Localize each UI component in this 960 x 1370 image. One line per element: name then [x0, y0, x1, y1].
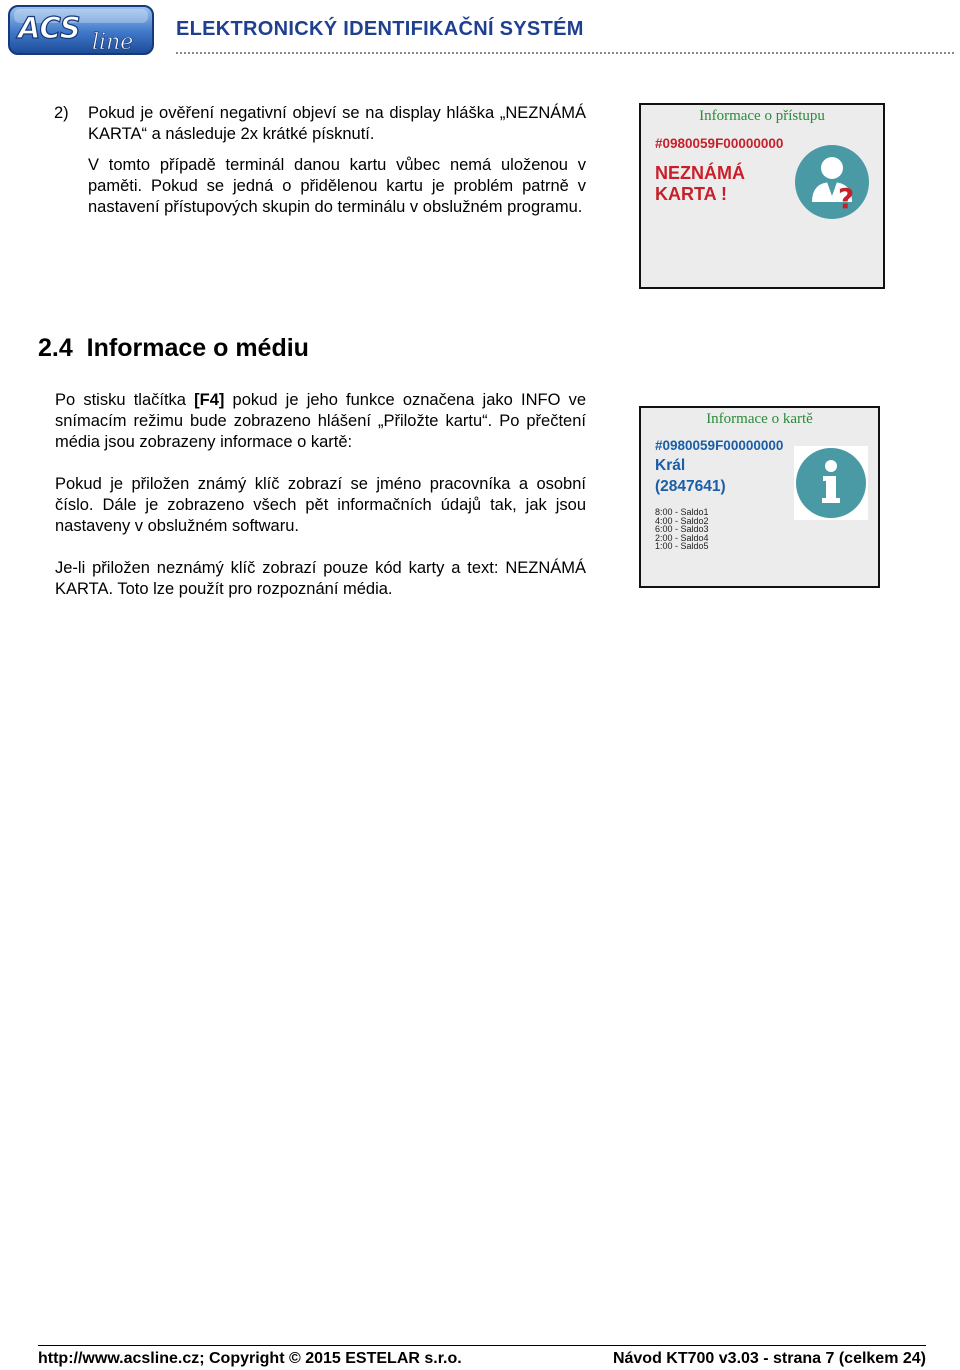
- svg-text:line: line: [92, 30, 134, 55]
- unknown-user-icon: [794, 144, 872, 227]
- footer-copyright: http://www.acsline.cz; Copyright © 2015 ESTELAR s.r.o.: [38, 1350, 462, 1367]
- screen-title: Informace o přístupu: [699, 108, 825, 124]
- document-header-title: ELEKTRONICKÝ IDENTIFIKAČNÍ SYSTÉM: [176, 18, 584, 40]
- paragraph: Pokud je přiložen známý klíč zobrazí se jméno pracovníka a osobní číslo. Dále je zobrazeno všech pět informačních údajů tak, jak jsou nastaveny v obslužném softwaru.: [55, 475, 586, 535]
- list-item-text: [88, 103, 586, 218]
- paragraph: Po stisku tlačítka [F4] pokud je jeho funkce označena jako INFO ve snímacím režimu bude zobrazeno hlášení „Přiložte kartu“. Po přečtení média jsou zobrazeny informace o kartě:: [55, 391, 586, 451]
- header-divider: [176, 52, 954, 54]
- screen-title: Informace o kartě: [706, 411, 813, 427]
- info-icon: [794, 446, 868, 525]
- balance-item: 6:00 - Saldo3: [655, 524, 709, 535]
- balance-item: 4:00 - Saldo2: [655, 515, 709, 526]
- terminal-screen-access-info: [639, 103, 885, 289]
- balance-list: [655, 508, 709, 551]
- list-item-number: 2): [54, 104, 69, 122]
- acs-line-logo: [8, 5, 154, 55]
- balance-item: 8:00 - Saldo1: [655, 507, 709, 517]
- personal-number: (2847641): [655, 478, 726, 495]
- paragraph: Pokud je ověření negativní objeví se na display hláška „NEZNÁMÁ KARTA“ a následuje 2x krátké písknutí.: [88, 104, 586, 143]
- section-heading: 2.4 Informace o médiu: [38, 334, 309, 362]
- svg-text:?: ?: [838, 182, 855, 215]
- balance-item: 1:00 - Saldo5: [655, 541, 709, 552]
- person-name: Král: [655, 457, 686, 474]
- footer-divider: [38, 1345, 926, 1346]
- balance-item: 2:00 - Saldo4: [655, 532, 709, 543]
- unknown-card-message: NEZNÁMÁ KARTA !: [655, 163, 745, 204]
- section-body: [55, 390, 586, 600]
- card-code: #0980059F00000000: [655, 438, 784, 453]
- svg-text:ACS: ACS: [18, 11, 81, 45]
- footer-page-info: Návod KT700 v3.03 - strana 7 (celkem 24): [612, 1350, 926, 1367]
- paragraph: V tomto případě terminál danou kartu vůbec nemá uloženou v paměti. Pokud se jedná o přidělenou kartu je problém patrně v nastavení přístupových skupin do terminálu v obslužném programu.: [88, 156, 586, 216]
- card-code: #0980059F00000000: [655, 136, 784, 151]
- terminal-screen-card-info: [639, 406, 880, 588]
- paragraph: Je-li přiložen neznámý klíč zobrazí pouze kód karty a text: NEZNÁMÁ KARTA. Toto lze použít pro rozpoznání média.: [55, 559, 586, 598]
